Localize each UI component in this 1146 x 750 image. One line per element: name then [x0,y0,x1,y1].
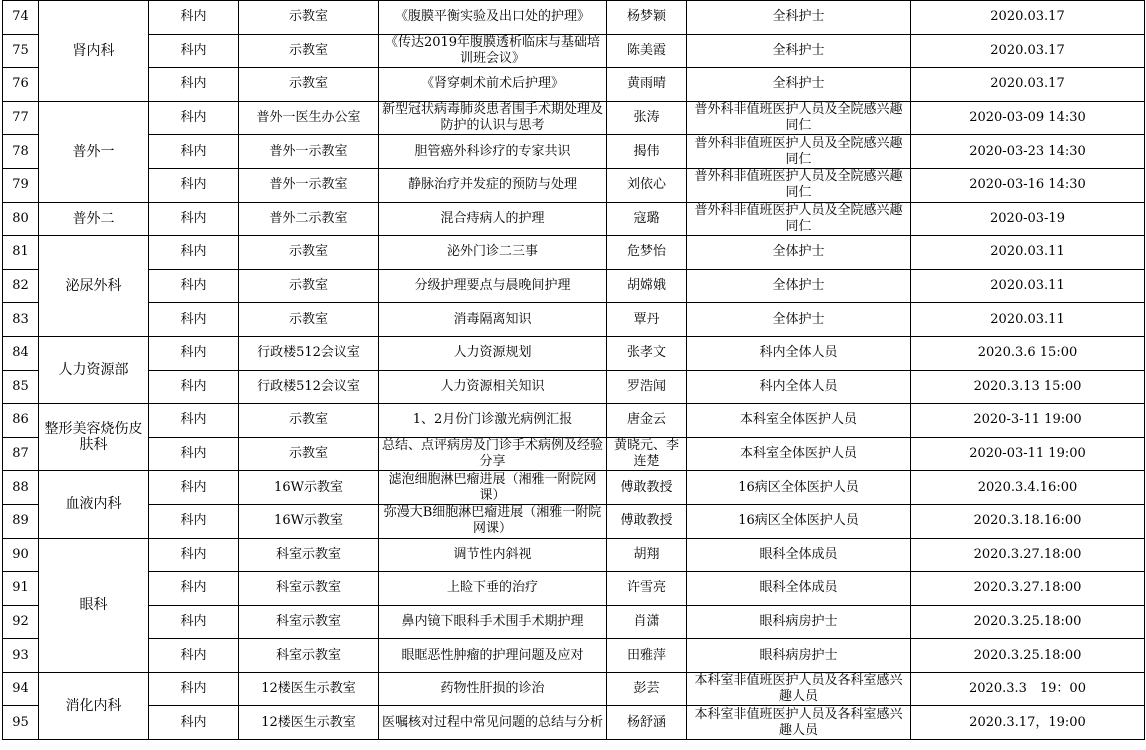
audience-cell: 普外科非值班医护人员及全院感兴趣同仁 [687,202,911,236]
time-cell: 2020.03.11 [911,269,1145,303]
topic-cell: 总结、点评病房及门诊手术病例及经验分享 [379,437,607,471]
row-number-cell: 74 [3,1,39,35]
audience-cell: 全科护士 [687,34,911,68]
speaker-cell: 张涛 [607,101,687,135]
location-cell: 示教室 [239,303,379,337]
location-cell: 科室示教室 [239,572,379,606]
time-cell: 2020.3.6 15:00 [911,336,1145,370]
topic-cell: 滤泡细胞淋巴瘤进展（湘雅一附院网课） [379,471,607,505]
location-cell: 行政楼512会议室 [239,336,379,370]
topic-cell: 眼眶恶性肿瘤的护理问题及应对 [379,639,607,673]
topic-cell: 人力资源规划 [379,336,607,370]
speaker-cell: 肖潇 [607,605,687,639]
location-cell: 16W示教室 [239,471,379,505]
row-number-cell: 90 [3,538,39,572]
time-cell: 2020.3.4.16:00 [911,471,1145,505]
audience-cell: 全科护士 [687,68,911,102]
time-cell: 2020.3.25.18:00 [911,639,1145,673]
time-cell: 2020-03-09 14:30 [911,101,1145,135]
speaker-cell: 傅敢教授 [607,504,687,538]
audience-cell: 眼科全体成员 [687,572,911,606]
table-row [3,34,1145,68]
type-cell: 科内 [149,336,239,370]
row-number-cell: 95 [3,706,39,740]
table-row [3,538,1145,572]
row-number-cell: 88 [3,471,39,505]
type-cell: 科内 [149,135,239,169]
type-cell: 科内 [149,672,239,706]
department-cell: 人力资源部 [39,336,149,403]
row-number-cell: 76 [3,68,39,102]
time-cell: 2020.3.27.18:00 [911,572,1145,606]
time-cell: 2020.03.11 [911,236,1145,270]
topic-cell: 1、2月份门诊激光病例汇报 [379,404,607,438]
time-cell: 2020-03-11 19:00 [911,437,1145,471]
speaker-cell: 唐金云 [607,404,687,438]
type-cell: 科内 [149,34,239,68]
location-cell: 12楼医生示教室 [239,672,379,706]
audience-cell: 全科护士 [687,1,911,35]
time-cell: 2020-3-11 19:00 [911,404,1145,438]
location-cell: 科室示教室 [239,605,379,639]
time-cell: 2020.03.17 [911,1,1145,35]
speaker-cell: 覃丹 [607,303,687,337]
time-cell: 2020.03.11 [911,303,1145,337]
location-cell: 普外二示教室 [239,202,379,236]
speaker-cell: 罗浩闻 [607,370,687,404]
audience-cell: 全体护士 [687,269,911,303]
audience-cell: 全体护士 [687,303,911,337]
topic-cell: 消毒隔离知识 [379,303,607,337]
table-row [3,504,1145,538]
row-number-cell: 93 [3,639,39,673]
time-cell: 2020.03.17 [911,68,1145,102]
type-cell: 科内 [149,538,239,572]
row-number-cell: 79 [3,168,39,202]
row-number-cell: 86 [3,404,39,438]
speaker-cell: 黄雨晴 [607,68,687,102]
row-number-cell: 81 [3,236,39,270]
topic-cell: 新型冠状病毒肺炎患者围手术期处理及防护的认识与思考 [379,101,607,135]
time-cell: 2020.3.3 19：00 [911,672,1145,706]
type-cell: 科内 [149,471,239,505]
location-cell: 示教室 [239,269,379,303]
type-cell: 科内 [149,168,239,202]
speaker-cell: 陈美霞 [607,34,687,68]
speaker-cell: 杨梦颖 [607,1,687,35]
table-row [3,605,1145,639]
table-body [3,1,1145,740]
time-cell: 2020.03.17 [911,34,1145,68]
speaker-cell: 胡翔 [607,538,687,572]
table-row [3,706,1145,740]
table-row [3,168,1145,202]
type-cell: 科内 [149,68,239,102]
location-cell: 科室示教室 [239,538,379,572]
speaker-cell: 张孝文 [607,336,687,370]
topic-cell: 医嘱核对过程中常见问题的总结与分析 [379,706,607,740]
department-cell: 眼科 [39,538,149,672]
type-cell: 科内 [149,437,239,471]
topic-cell: 分级护理要点与晨晚间护理 [379,269,607,303]
type-cell: 科内 [149,605,239,639]
speaker-cell: 彭芸 [607,672,687,706]
type-cell: 科内 [149,706,239,740]
location-cell: 16W示教室 [239,504,379,538]
location-cell: 示教室 [239,437,379,471]
topic-cell: 弥漫大B细胞淋巴瘤进展（湘雅一附院网课） [379,504,607,538]
type-cell: 科内 [149,404,239,438]
speaker-cell: 黄晓元、李连楚 [607,437,687,471]
table-row [3,404,1145,438]
type-cell: 科内 [149,269,239,303]
audience-cell: 眼科全体成员 [687,538,911,572]
location-cell: 科室示教室 [239,639,379,673]
location-cell: 示教室 [239,236,379,270]
topic-cell: 人力资源相关知识 [379,370,607,404]
topic-cell: 胆管癌外科诊疗的专家共识 [379,135,607,169]
location-cell: 普外一示教室 [239,135,379,169]
table-row [3,68,1145,102]
time-cell: 2020.3.17，19:00 [911,706,1145,740]
time-cell: 2020.3.13 15:00 [911,370,1145,404]
row-number-cell: 80 [3,202,39,236]
type-cell: 科内 [149,370,239,404]
location-cell: 示教室 [239,68,379,102]
row-number-cell: 91 [3,572,39,606]
table-row [3,303,1145,337]
table-row [3,336,1145,370]
time-cell: 2020.3.25.18:00 [911,605,1145,639]
time-cell: 2020.3.27.18:00 [911,538,1145,572]
audience-cell: 本科室全体医护人员 [687,437,911,471]
audience-cell: 本科室非值班医护人员及各科室感兴趣人员 [687,706,911,740]
location-cell: 普外一示教室 [239,168,379,202]
department-cell: 普外二 [39,202,149,236]
row-number-cell: 83 [3,303,39,337]
type-cell: 科内 [149,236,239,270]
department-cell: 肾内科 [39,1,149,102]
speaker-cell: 危梦怡 [607,236,687,270]
topic-cell: 混合痔病人的护理 [379,202,607,236]
audience-cell: 普外科非值班医护人员及全院感兴趣同仁 [687,101,911,135]
topic-cell: 泌外门诊二三事 [379,236,607,270]
row-number-cell: 85 [3,370,39,404]
speaker-cell: 揭伟 [607,135,687,169]
location-cell: 12楼医生示教室 [239,706,379,740]
topic-cell: 静脉治疗并发症的预防与处理 [379,168,607,202]
table-row [3,639,1145,673]
table-row [3,471,1145,505]
topic-cell: 鼻内镜下眼科手术围手术期护理 [379,605,607,639]
department-cell: 整形美容烧伤皮肤科 [39,404,149,471]
table-row [3,370,1145,404]
topic-cell: 上睑下垂的治疗 [379,572,607,606]
audience-cell: 全体护士 [687,236,911,270]
audience-cell: 普外科非值班医护人员及全院感兴趣同仁 [687,168,911,202]
table-row [3,437,1145,471]
type-cell: 科内 [149,202,239,236]
topic-cell: 药物性肝损的诊治 [379,672,607,706]
audience-cell: 眼科病房护士 [687,639,911,673]
audience-cell: 本科室全体医护人员 [687,404,911,438]
department-cell: 普外一 [39,101,149,202]
row-number-cell: 87 [3,437,39,471]
audience-cell: 16病区全体医护人员 [687,504,911,538]
audience-cell: 科内全体人员 [687,370,911,404]
row-number-cell: 94 [3,672,39,706]
topic-cell: 《腹膜平衡实验及出口处的护理》 [379,1,607,35]
table-row [3,236,1145,270]
row-number-cell: 84 [3,336,39,370]
row-number-cell: 92 [3,605,39,639]
type-cell: 科内 [149,1,239,35]
audience-cell: 眼科病房护士 [687,605,911,639]
topic-cell: 《传达2019年腹膜透析临床与基础培训班会议》 [379,34,607,68]
row-number-cell: 82 [3,269,39,303]
table-row [3,1,1145,35]
table-row [3,101,1145,135]
audience-cell: 本科室非值班医护人员及各科室感兴趣人员 [687,672,911,706]
table-row [3,572,1145,606]
department-cell: 血液内科 [39,471,149,538]
table-row [3,269,1145,303]
table-row [3,672,1145,706]
location-cell: 示教室 [239,1,379,35]
speaker-cell: 杨舒涵 [607,706,687,740]
row-number-cell: 75 [3,34,39,68]
row-number-cell: 78 [3,135,39,169]
time-cell: 2020-03-19 [911,202,1145,236]
type-cell: 科内 [149,572,239,606]
location-cell: 示教室 [239,34,379,68]
type-cell: 科内 [149,303,239,337]
speaker-cell: 许雪亮 [607,572,687,606]
table-row [3,202,1145,236]
location-cell: 普外一医生办公室 [239,101,379,135]
row-number-cell: 77 [3,101,39,135]
lecture-schedule-table [2,0,1145,740]
table-row [3,135,1145,169]
audience-cell: 普外科非值班医护人员及全院感兴趣同仁 [687,135,911,169]
location-cell: 示教室 [239,404,379,438]
speaker-cell: 田雅萍 [607,639,687,673]
time-cell: 2020-03-23 14:30 [911,135,1145,169]
topic-cell: 调节性内斜视 [379,538,607,572]
time-cell: 2020-03-16 14:30 [911,168,1145,202]
speaker-cell: 刘依心 [607,168,687,202]
row-number-cell: 89 [3,504,39,538]
audience-cell: 科内全体人员 [687,336,911,370]
department-cell: 泌尿外科 [39,236,149,337]
type-cell: 科内 [149,639,239,673]
location-cell: 行政楼512会议室 [239,370,379,404]
time-cell: 2020.3.18.16:00 [911,504,1145,538]
type-cell: 科内 [149,101,239,135]
speaker-cell: 傅敢教授 [607,471,687,505]
department-cell: 消化内科 [39,672,149,739]
speaker-cell: 寇璐 [607,202,687,236]
topic-cell: 《肾穿刺术前术后护理》 [379,68,607,102]
audience-cell: 16病区全体医护人员 [687,471,911,505]
type-cell: 科内 [149,504,239,538]
speaker-cell: 胡嫦娥 [607,269,687,303]
